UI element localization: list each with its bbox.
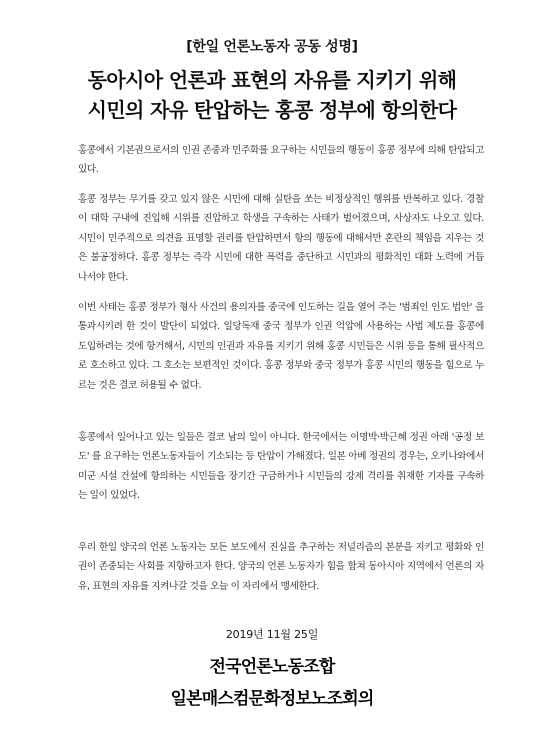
paragraph-3: 이번 사태는 홍콩 정부가 형사 사건의 용의자를 중국에 인도하는 길을 열어 주는 '범죄인 인도 법안' 을 통과시키려 한 것이 발단이 되었다. 일당독재 중국 정부가 인권 억압에 사용하는 사법 제도를 홍콩에 도입하려는 것에 항거해서, 시민의 인권과 자유를 지키기 위해 홍콩 시민들은 시위 등을 통해 필사적으로 호소하고 있다. 그 호소는 보편적인 것이다. 홍콩 정부와 중국 정부가 홍콩 시민의 행동을 힘으로 누르는 것은 결코 허용될 수 없다. bbox=[78, 302, 484, 391]
signatory-korean-union: 전국언론노동조합 bbox=[209, 657, 335, 677]
title-line-1: 동아시아 언론과 표현의 자유를 지키기 위해 bbox=[87, 68, 457, 92]
statement-date: 2019년 11월 25일 bbox=[225, 628, 319, 641]
title-line-2: 시민의 자유 탄압하는 홍콩 정부에 항의한다 bbox=[87, 98, 457, 122]
paragraph-4: 홍콩에서 일어나고 있는 일들은 결코 남의 일이 아니다. 한국에서는 이명박·박근혜 정권 아래 '공정 보도' 를 요구하는 언론노동자들이 기소되는 등 탄압이 가해졌다. 일본 아베 정권의 경우는, 오키나와에서 미군 시설 건설에 항의하는 시민들을 장기간 구금하거나 시민들의 강제 격리를 취재한 기자를 구속하는 일이 있었다. bbox=[78, 432, 484, 502]
statement-tag: [한일 언론노동자 공동 성명] bbox=[186, 39, 358, 55]
paragraph-2: 홍콩 정부는 무기를 갖고 있지 않은 시민에 대해 실탄을 쏘는 비정상적인 행위를 반복하고 있다. 경찰이 대학 구내에 진입해 시위를 진압하고 학생을 구속하는 사태가 벌어졌으며, 사상자도 나오고 있다. 시민이 민주적으로 의견을 표명할 권리를 탄압하면서 항의 행동에 대해서만 혼란의 책임을 지우는 것은 불공정하다. 홍콩 정부는 즉각 시민에 대한 폭력을 중단하고 시민과의 평화적인 대화 노력에 거듭 나서야 한다. bbox=[78, 194, 484, 283]
signatory-japanese-union: 일본매스컴문화정보노조회의 bbox=[170, 689, 374, 709]
paragraph-1: 홍콩에서 기본권으로서의 인권 존중과 민주화를 요구하는 시민들의 행동이 홍콩 정부에 의해 탄압되고 있다. bbox=[78, 145, 484, 176]
paragraph-5: 우리 한일 양국의 언론 노동자는 모든 보도에서 진실을 추구하는 저널리즘의 본분을 지키고 평화와 인권이 존중되는 사회를 지향하고자 한다. 양국의 언론 노동자가 힘을 합쳐 동아시아 지역에서 언론의 자유, 표현의 자유를 지켜나갈 것을 오늘 이 자리에서 맹세한다. bbox=[78, 542, 484, 592]
